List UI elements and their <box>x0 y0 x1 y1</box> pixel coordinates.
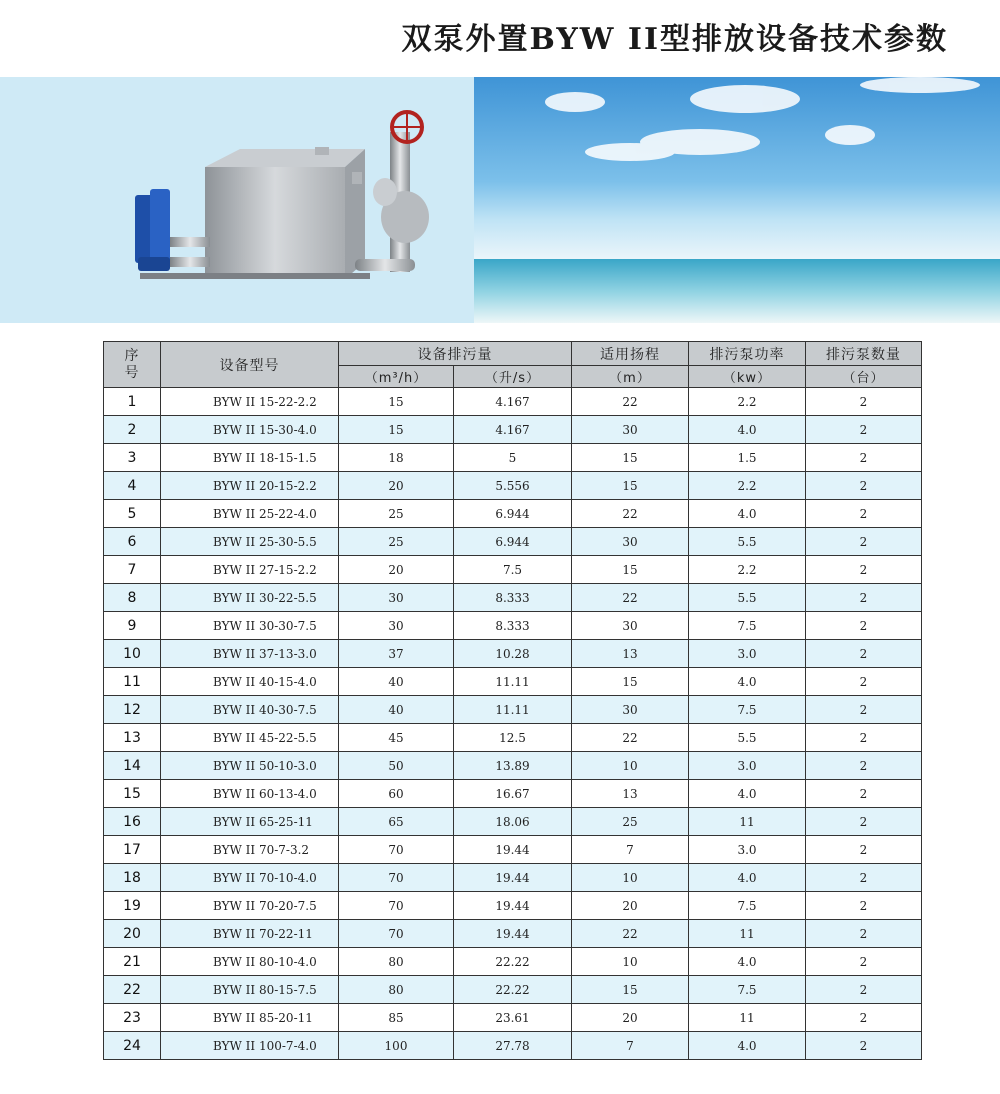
cell-count: 2 <box>806 388 922 416</box>
cell-index: 4 <box>104 472 161 500</box>
cell-power: 4.0 <box>689 500 806 528</box>
cell-head: 13 <box>572 640 689 668</box>
table-row <box>104 584 922 612</box>
cell-index: 20 <box>104 920 161 948</box>
cell-model: BYW II 60-13-4.0 <box>161 780 339 808</box>
cell-power: 3.0 <box>689 640 806 668</box>
cell-flow-ls: 13.89 <box>454 752 572 780</box>
cell-head: 20 <box>572 892 689 920</box>
cell-flow-ls: 4.167 <box>454 388 572 416</box>
cell-index: 5 <box>104 500 161 528</box>
cell-count: 2 <box>806 1004 922 1032</box>
cell-index: 22 <box>104 976 161 1004</box>
cell-flow-ls: 12.5 <box>454 724 572 752</box>
cell-flow-ls: 5.556 <box>454 472 572 500</box>
table-row <box>104 668 922 696</box>
header-head-unit: （m） <box>572 366 689 388</box>
cell-flow-m3h: 20 <box>339 556 454 584</box>
cell-flow-m3h: 50 <box>339 752 454 780</box>
cell-model: BYW II 25-30-5.5 <box>161 528 339 556</box>
cell-flow-m3h: 85 <box>339 1004 454 1032</box>
cell-count: 2 <box>806 864 922 892</box>
header-flow-ls: （升/s） <box>454 366 572 388</box>
cell-flow-m3h: 80 <box>339 976 454 1004</box>
cell-head: 7 <box>572 836 689 864</box>
cell-flow-ls: 18.06 <box>454 808 572 836</box>
cell-index: 16 <box>104 808 161 836</box>
cell-flow-ls: 19.44 <box>454 836 572 864</box>
cell-head: 15 <box>572 668 689 696</box>
table-row <box>104 892 922 920</box>
cell-count: 2 <box>806 808 922 836</box>
cell-flow-ls: 11.11 <box>454 696 572 724</box>
cell-power: 11 <box>689 1004 806 1032</box>
cell-power: 4.0 <box>689 416 806 444</box>
header-head: 适用扬程 <box>572 342 689 366</box>
cell-count: 2 <box>806 1032 922 1060</box>
header-count-unit: （台） <box>806 366 922 388</box>
cell-model: BYW II 70-22-11 <box>161 920 339 948</box>
table-row <box>104 500 922 528</box>
table-row <box>104 724 922 752</box>
cell-model: BYW II 40-15-4.0 <box>161 668 339 696</box>
cell-head: 7 <box>572 1032 689 1060</box>
header-power: 排污泵功率 <box>689 342 806 366</box>
cell-flow-m3h: 30 <box>339 612 454 640</box>
cell-count: 2 <box>806 444 922 472</box>
cell-power: 4.0 <box>689 948 806 976</box>
cell-model: BYW II 20-15-2.2 <box>161 472 339 500</box>
table-row <box>104 1032 922 1060</box>
cell-model: BYW II 15-22-2.2 <box>161 388 339 416</box>
cell-flow-m3h: 37 <box>339 640 454 668</box>
cell-flow-m3h: 30 <box>339 584 454 612</box>
cell-index: 19 <box>104 892 161 920</box>
cell-flow-ls: 4.167 <box>454 416 572 444</box>
table-row <box>104 864 922 892</box>
cell-count: 2 <box>806 752 922 780</box>
cell-index: 14 <box>104 752 161 780</box>
cell-count: 2 <box>806 584 922 612</box>
cell-power: 3.0 <box>689 836 806 864</box>
cell-model: BYW II 45-22-5.5 <box>161 724 339 752</box>
table-row <box>104 640 922 668</box>
table-row <box>104 612 922 640</box>
cell-count: 2 <box>806 892 922 920</box>
cell-index: 17 <box>104 836 161 864</box>
cell-flow-m3h: 40 <box>339 668 454 696</box>
cell-power: 5.5 <box>689 584 806 612</box>
cell-model: BYW II 50-10-3.0 <box>161 752 339 780</box>
cell-index: 7 <box>104 556 161 584</box>
cell-count: 2 <box>806 696 922 724</box>
cell-flow-m3h: 25 <box>339 528 454 556</box>
cell-index: 24 <box>104 1032 161 1060</box>
cell-head: 22 <box>572 584 689 612</box>
cell-power: 7.5 <box>689 976 806 1004</box>
table-row <box>104 472 922 500</box>
cell-flow-ls: 23.61 <box>454 1004 572 1032</box>
cell-count: 2 <box>806 920 922 948</box>
cell-count: 2 <box>806 416 922 444</box>
cell-flow-m3h: 60 <box>339 780 454 808</box>
cell-power: 5.5 <box>689 724 806 752</box>
header-index: 序号 <box>104 342 161 388</box>
cell-flow-m3h: 80 <box>339 948 454 976</box>
table-row <box>104 948 922 976</box>
cell-power: 7.5 <box>689 892 806 920</box>
cell-flow-m3h: 65 <box>339 808 454 836</box>
header-flow: 设备排污量 <box>339 342 572 366</box>
cell-model: BYW II 30-22-5.5 <box>161 584 339 612</box>
cell-head: 15 <box>572 444 689 472</box>
cell-model: BYW II 65-25-11 <box>161 808 339 836</box>
cell-flow-ls: 10.28 <box>454 640 572 668</box>
cell-model: BYW II 70-10-4.0 <box>161 864 339 892</box>
table-row <box>104 920 922 948</box>
cell-count: 2 <box>806 976 922 1004</box>
cell-power: 4.0 <box>689 668 806 696</box>
cell-head: 15 <box>572 472 689 500</box>
cell-flow-ls: 22.22 <box>454 948 572 976</box>
cell-power: 7.5 <box>689 612 806 640</box>
cell-head: 30 <box>572 528 689 556</box>
cell-head: 30 <box>572 612 689 640</box>
cell-index: 12 <box>104 696 161 724</box>
cell-head: 22 <box>572 500 689 528</box>
cell-model: BYW II 25-22-4.0 <box>161 500 339 528</box>
cell-model: BYW II 37-13-3.0 <box>161 640 339 668</box>
cell-flow-ls: 6.944 <box>454 528 572 556</box>
table-row <box>104 1004 922 1032</box>
table-row <box>104 444 922 472</box>
header-flow-m3h: （m³/h） <box>339 366 454 388</box>
cell-power: 4.0 <box>689 780 806 808</box>
cell-flow-ls: 7.5 <box>454 556 572 584</box>
cell-index: 8 <box>104 584 161 612</box>
cell-head: 13 <box>572 780 689 808</box>
cell-head: 10 <box>572 948 689 976</box>
cell-index: 23 <box>104 1004 161 1032</box>
spec-table-body <box>104 388 922 1060</box>
cell-count: 2 <box>806 612 922 640</box>
cell-index: 6 <box>104 528 161 556</box>
cell-power: 5.5 <box>689 528 806 556</box>
header-model: 设备型号 <box>161 342 339 388</box>
cell-index: 13 <box>104 724 161 752</box>
cell-head: 10 <box>572 864 689 892</box>
sea-image <box>474 259 1000 323</box>
cell-index: 15 <box>104 780 161 808</box>
cell-head: 22 <box>572 920 689 948</box>
cell-count: 2 <box>806 640 922 668</box>
cell-flow-m3h: 45 <box>339 724 454 752</box>
cell-head: 30 <box>572 696 689 724</box>
cell-flow-ls: 8.333 <box>454 612 572 640</box>
cell-flow-m3h: 20 <box>339 472 454 500</box>
cell-flow-m3h: 15 <box>339 416 454 444</box>
cell-model: BYW II 27-15-2.2 <box>161 556 339 584</box>
table-row <box>104 388 922 416</box>
spec-table <box>103 341 922 1060</box>
cell-flow-ls: 19.44 <box>454 892 572 920</box>
product-banner <box>0 77 1000 323</box>
cell-power: 11 <box>689 808 806 836</box>
cell-power: 2.2 <box>689 556 806 584</box>
cell-model: BYW II 18-15-1.5 <box>161 444 339 472</box>
cell-flow-m3h: 18 <box>339 444 454 472</box>
cell-index: 10 <box>104 640 161 668</box>
cell-count: 2 <box>806 528 922 556</box>
table-row <box>104 696 922 724</box>
cell-index: 9 <box>104 612 161 640</box>
cell-model: BYW II 70-20-7.5 <box>161 892 339 920</box>
table-row <box>104 556 922 584</box>
cell-flow-m3h: 70 <box>339 920 454 948</box>
cell-power: 4.0 <box>689 864 806 892</box>
cell-power: 11 <box>689 920 806 948</box>
table-row <box>104 780 922 808</box>
cell-power: 4.0 <box>689 1032 806 1060</box>
cell-index: 18 <box>104 864 161 892</box>
cell-head: 22 <box>572 388 689 416</box>
cell-head: 30 <box>572 416 689 444</box>
cell-model: BYW II 15-30-4.0 <box>161 416 339 444</box>
cell-model: BYW II 80-15-7.5 <box>161 976 339 1004</box>
cell-index: 21 <box>104 948 161 976</box>
cell-power: 3.0 <box>689 752 806 780</box>
cell-flow-ls: 8.333 <box>454 584 572 612</box>
cell-flow-m3h: 100 <box>339 1032 454 1060</box>
cell-flow-m3h: 25 <box>339 500 454 528</box>
cell-count: 2 <box>806 948 922 976</box>
cell-index: 1 <box>104 388 161 416</box>
cell-power: 2.2 <box>689 388 806 416</box>
header-power-unit: （kw） <box>689 366 806 388</box>
cell-flow-m3h: 70 <box>339 892 454 920</box>
cell-head: 20 <box>572 1004 689 1032</box>
cell-flow-ls: 11.11 <box>454 668 572 696</box>
cell-flow-m3h: 70 <box>339 864 454 892</box>
cell-head: 25 <box>572 808 689 836</box>
cell-model: BYW II 30-30-7.5 <box>161 612 339 640</box>
cell-count: 2 <box>806 668 922 696</box>
table-row <box>104 752 922 780</box>
cell-flow-ls: 6.944 <box>454 500 572 528</box>
cell-index: 2 <box>104 416 161 444</box>
cell-count: 2 <box>806 724 922 752</box>
cell-power: 7.5 <box>689 696 806 724</box>
cell-count: 2 <box>806 780 922 808</box>
cell-index: 11 <box>104 668 161 696</box>
cell-power: 2.2 <box>689 472 806 500</box>
page-title: 双泵外置BYW II型排放设备技术参数 <box>401 22 948 57</box>
cell-head: 15 <box>572 556 689 584</box>
cell-index: 3 <box>104 444 161 472</box>
cell-flow-m3h: 40 <box>339 696 454 724</box>
cell-count: 2 <box>806 472 922 500</box>
cell-flow-ls: 16.67 <box>454 780 572 808</box>
cell-count: 2 <box>806 500 922 528</box>
cell-flow-m3h: 70 <box>339 836 454 864</box>
table-row <box>104 416 922 444</box>
header-count: 排污泵数量 <box>806 342 922 366</box>
cell-flow-ls: 22.22 <box>454 976 572 1004</box>
table-row <box>104 808 922 836</box>
cell-flow-m3h: 15 <box>339 388 454 416</box>
cell-head: 22 <box>572 724 689 752</box>
cell-model: BYW II 85-20-11 <box>161 1004 339 1032</box>
cell-flow-ls: 19.44 <box>454 864 572 892</box>
cell-flow-ls: 5 <box>454 444 572 472</box>
table-row <box>104 976 922 1004</box>
table-row <box>104 836 922 864</box>
cell-flow-ls: 19.44 <box>454 920 572 948</box>
cell-head: 10 <box>572 752 689 780</box>
table-row <box>104 528 922 556</box>
cell-count: 2 <box>806 836 922 864</box>
cell-model: BYW II 40-30-7.5 <box>161 696 339 724</box>
cell-power: 1.5 <box>689 444 806 472</box>
cell-model: BYW II 100-7-4.0 <box>161 1032 339 1060</box>
cell-model: BYW II 70-7-3.2 <box>161 836 339 864</box>
cell-model: BYW II 80-10-4.0 <box>161 948 339 976</box>
cell-flow-ls: 27.78 <box>454 1032 572 1060</box>
cell-count: 2 <box>806 556 922 584</box>
cell-head: 15 <box>572 976 689 1004</box>
